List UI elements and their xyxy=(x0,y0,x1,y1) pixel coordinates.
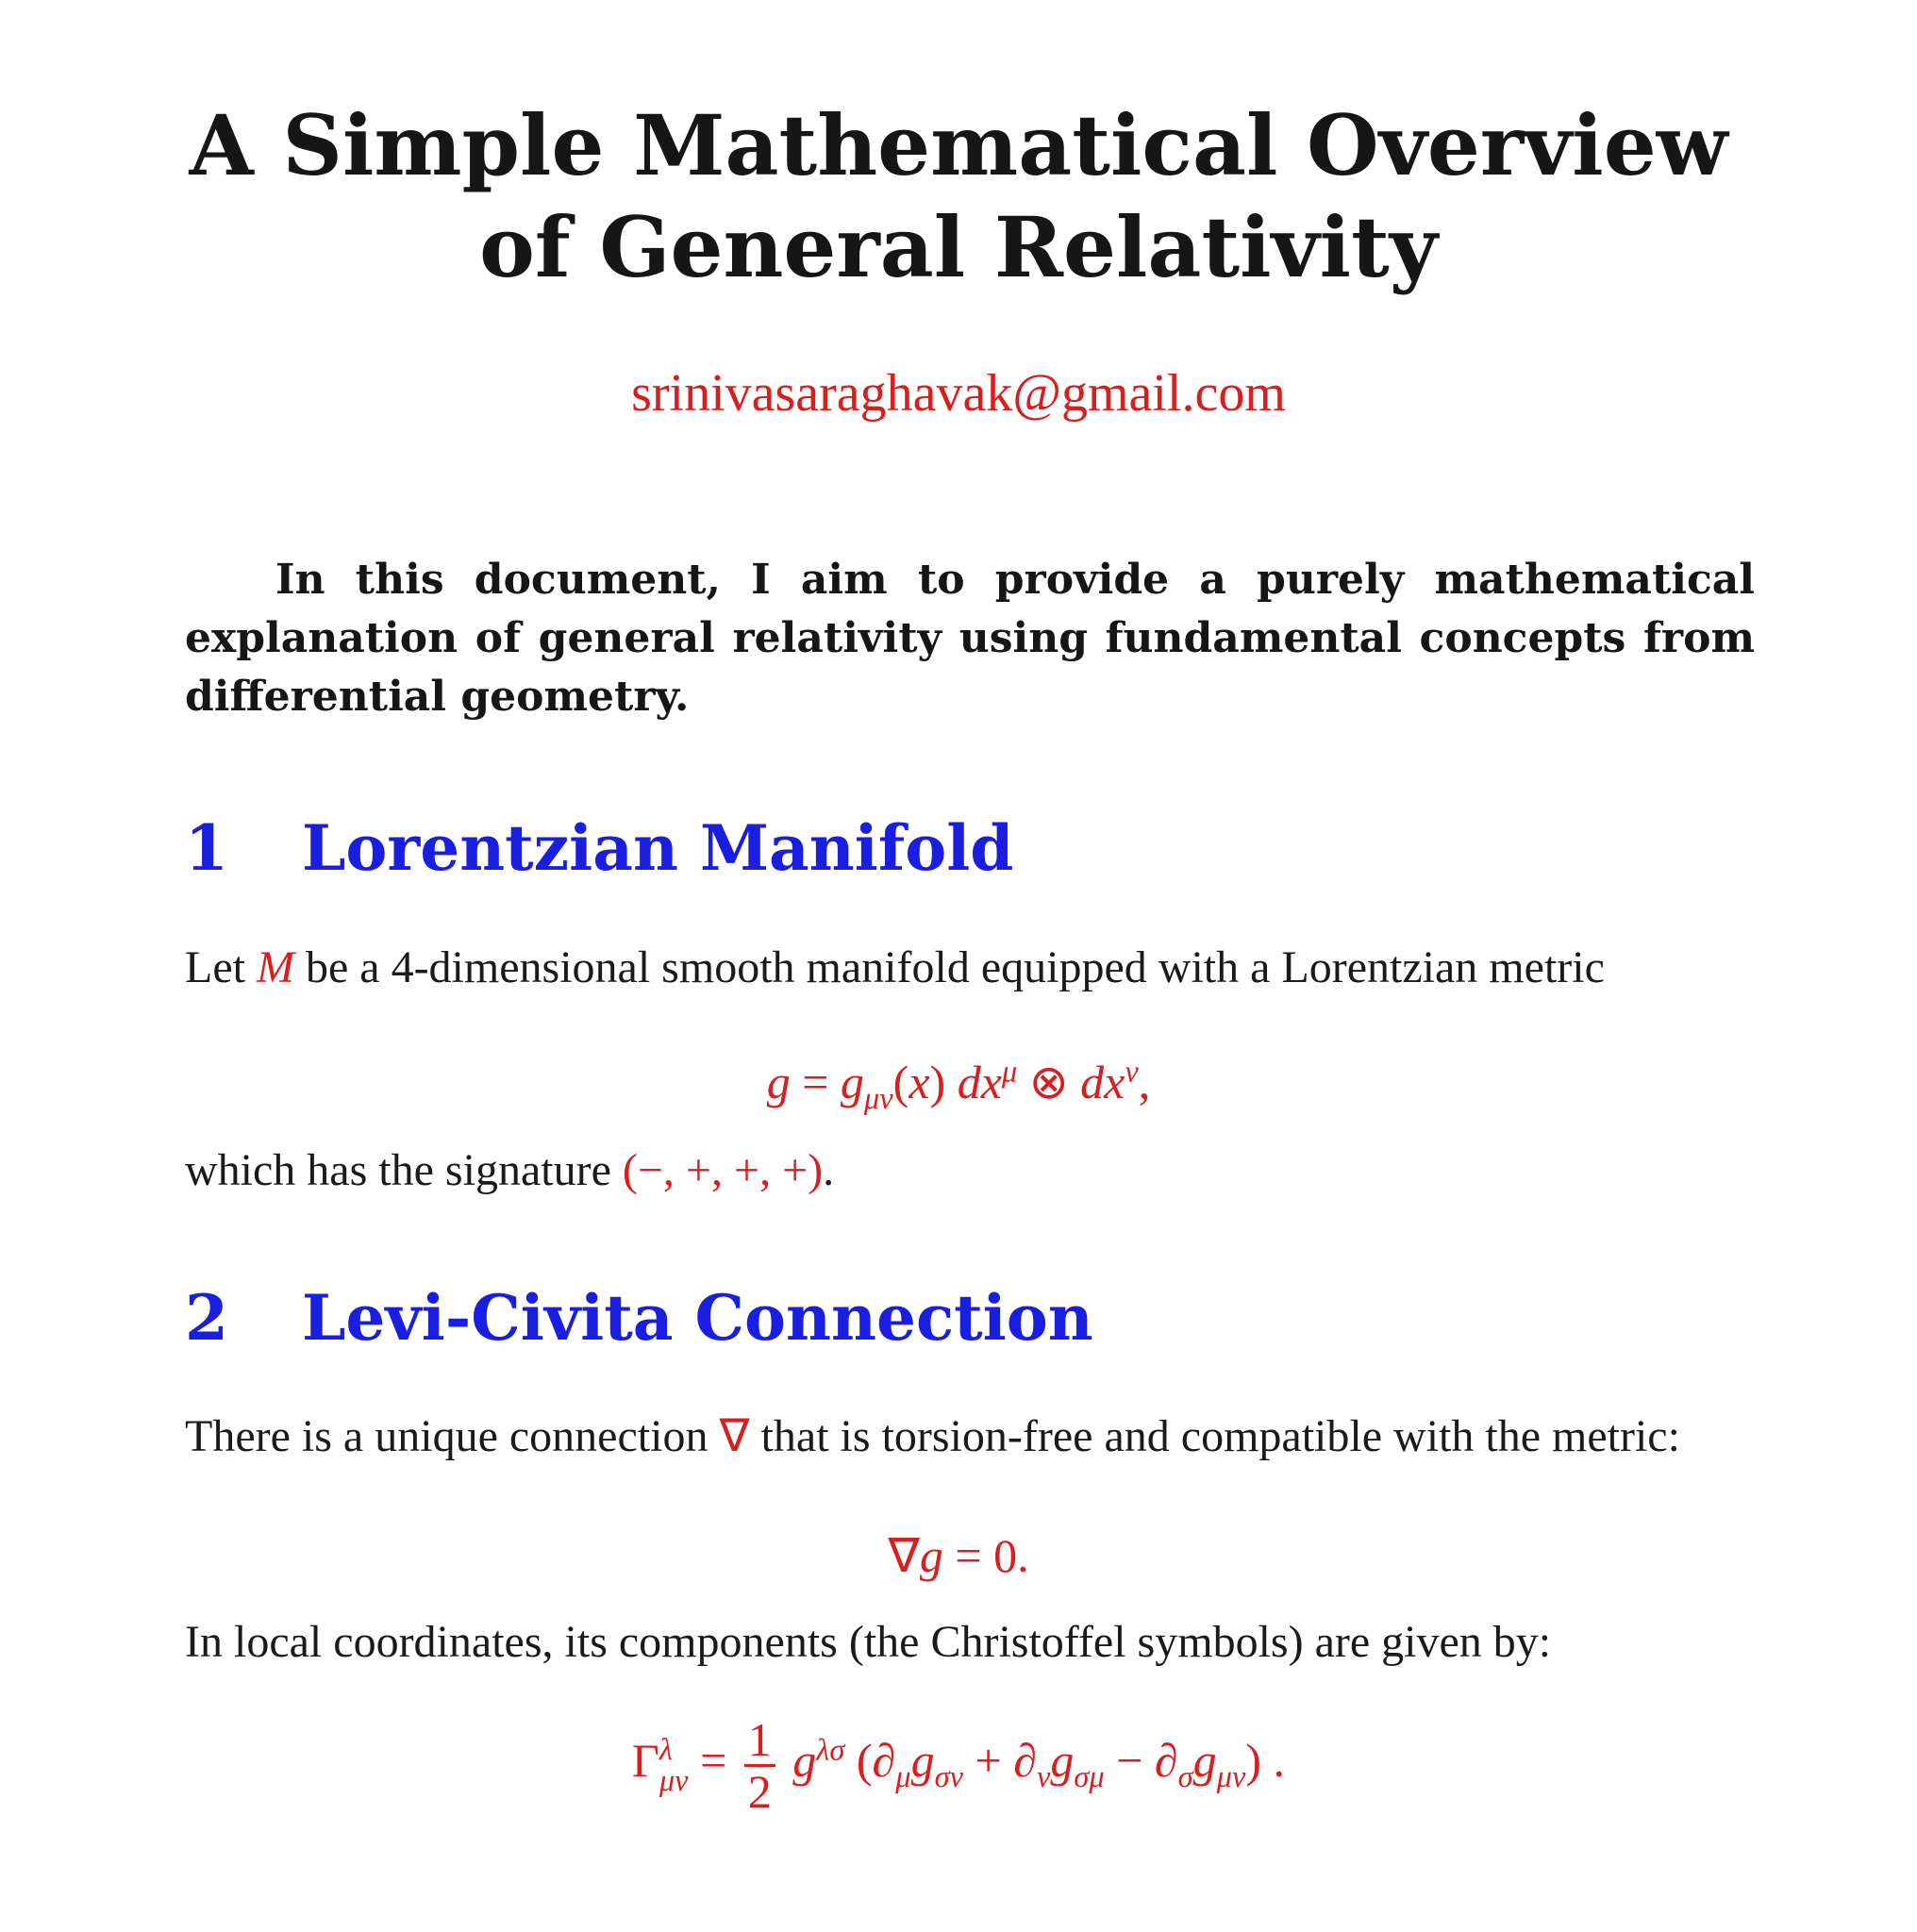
section-2-title: Levi-Civita Connection xyxy=(302,1281,1093,1355)
manifold-symbol: M xyxy=(256,942,294,992)
nabla-symbol: ∇ xyxy=(719,1411,750,1461)
text-fragment: be a 4-dimensional smooth manifold equipped with a Lorentzian metric xyxy=(293,942,1605,992)
metric-equation: $g = g_{\mu\nu}(x)$ $dx^\mu$ ⊗ $dx^\nu$, xyxy=(766,1055,1151,1116)
text-fragment: that is torsion-free and compatible with the metric: xyxy=(749,1411,1680,1461)
abstract xyxy=(185,551,1755,726)
text-fragment: There is a unique connection xyxy=(185,1411,720,1461)
text-fragment: which has the signature xyxy=(185,1145,623,1195)
section-1-paragraph-1 xyxy=(185,939,1755,997)
section-1-heading xyxy=(185,811,1013,885)
text-fragment: . xyxy=(823,1145,835,1195)
signature: (−, +, +, +) xyxy=(622,1145,824,1195)
section-2-paragraph-1 xyxy=(185,1407,1755,1466)
author-email[interactable]: srinivasaraghavak@gmail.com xyxy=(631,364,1286,423)
section-2-paragraph-2: In local coordinates, its components (the Christoffel symbols) are given by: xyxy=(185,1617,1552,1667)
abstract-text: In this document, I aim to provide a purely mathematical explanation of general relativity using fundamental concepts from differential geometry. xyxy=(185,556,1755,721)
paper-title: A Simple Mathematical Overview of General Relativity xyxy=(189,96,1728,296)
text-fragment: Let xyxy=(185,942,257,992)
section-2-heading xyxy=(185,1281,1093,1355)
section-1-number: 1 xyxy=(185,811,228,885)
christoffel-equation: Γ λ μν = $\frac{1}{2}$ $g^{\lambda\sigma}$ $(\partial_\mu g_{\sigma\nu} + \partial_\nu g_{\sigma\mu} - \partial_\sigma g_{\mu\nu})$ . xyxy=(631,1713,1286,1818)
section-2-number: 2 xyxy=(185,1281,228,1355)
section-1-paragraph-2 xyxy=(185,1141,1755,1200)
one-half-fraction: $\frac{1}{2}$ xyxy=(744,1715,775,1816)
metric-compatibility-equation: ∇g = 0. xyxy=(888,1529,1029,1582)
section-1-title: Lorentzian Manifold xyxy=(302,811,1014,885)
